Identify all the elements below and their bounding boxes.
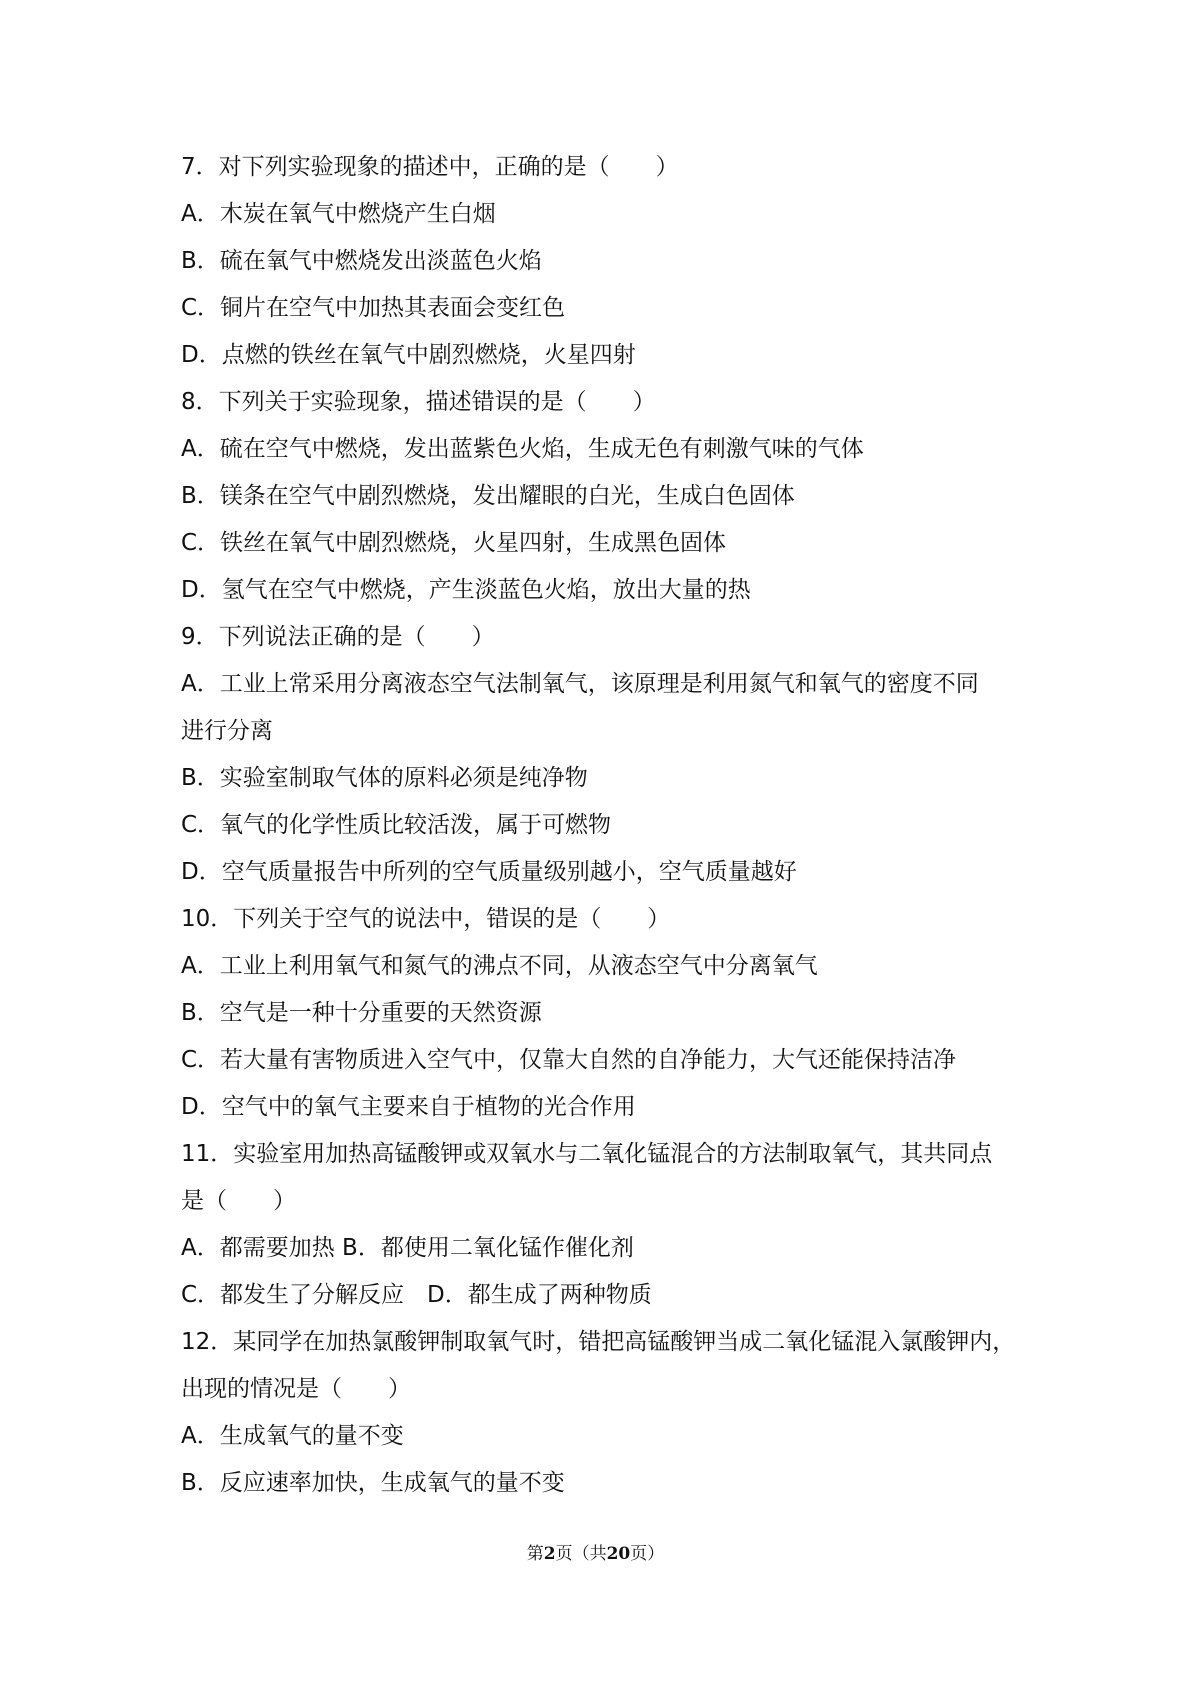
text-line: 出现的情况是（ ） xyxy=(181,1376,411,1402)
text-line: D．空气中的氧气主要来自于植物的光合作用 xyxy=(181,1094,636,1120)
text-line: A．工业上利用氧气和氮气的沸点不同，从液态空气中分离氧气 xyxy=(181,953,818,979)
text-line: A．木炭在氧气中燃烧产生白烟 xyxy=(181,201,496,227)
question-text xyxy=(181,144,1021,1507)
text-line: D．点燃的铁丝在氧气中剧烈燃烧，火星四射 xyxy=(181,342,636,368)
text-line: D．空气质量报告中所列的空气质量级别越小，空气质量越好 xyxy=(181,859,797,885)
total-pages-number: 20 xyxy=(606,1544,631,1564)
text-line: 8．下列关于实验现象，描述错误的是（ ） xyxy=(181,389,656,415)
text-line: C．铁丝在氧气中剧烈燃烧，火星四射，生成黑色固体 xyxy=(181,530,727,556)
text-line: B．硫在氧气中燃烧发出淡蓝色火焰 xyxy=(181,248,542,274)
text-line: 12．某同学在加热氯酸钾制取氧气时，错把高锰酸钾当成二氧化锰混入氯酸钾内， xyxy=(181,1329,1016,1355)
footer-prefix: 第 xyxy=(526,1544,544,1564)
text-line: 7．对下列实验现象的描述中，正确的是（ ） xyxy=(181,154,679,180)
text-line: A．工业上常采用分离液态空气法制氧气，该原理是利用氮气和氧气的密度不同 xyxy=(181,671,979,697)
text-line: A．生成氧气的量不变 xyxy=(181,1423,404,1449)
text-line: C．若大量有害物质进入空气中，仅靠大自然的自净能力，大气还能保持洁净 xyxy=(181,1047,957,1073)
text-line: B．镁条在空气中剧烈燃烧，发出耀眼的白光，生成白色固体 xyxy=(181,483,795,509)
footer-middle: 页（共 xyxy=(555,1544,607,1564)
text-line: D．氢气在空气中燃烧，产生淡蓝色火焰，放出大量的热 xyxy=(181,577,751,603)
current-page-number: 2 xyxy=(543,1544,556,1564)
text-line: A．硫在空气中燃烧，发出蓝紫色火焰，生成无色有刺激气味的气体 xyxy=(181,436,864,462)
text-line: A．都需要加热 B．都使用二氧化锰作催化剂 xyxy=(181,1235,634,1261)
text-line: C．氧气的化学性质比较活泼，属于可燃物 xyxy=(181,812,612,838)
text-line: B．空气是一种十分重要的天然资源 xyxy=(181,1000,542,1026)
text-line: 是（ ） xyxy=(181,1188,296,1214)
text-line: 9．下列说法正确的是（ ） xyxy=(181,624,495,650)
page-footer xyxy=(0,1539,1191,1564)
footer-suffix: 页） xyxy=(630,1544,665,1564)
text-line: B．实验室制取气体的原料必须是纯净物 xyxy=(181,765,588,791)
text-line: C．都发生了分解反应 D．都生成了两种物质 xyxy=(181,1282,652,1308)
text-line: C．铜片在空气中加热其表面会变红色 xyxy=(181,295,566,321)
text-line: 进行分离 xyxy=(181,718,273,744)
text-line: B．反应速率加快，生成氧气的量不变 xyxy=(181,1470,565,1496)
text-line: 11．实验室用加热高锰酸钾或双氧水与二氧化锰混合的方法制取氧气，其共同点 xyxy=(181,1141,993,1167)
text-line: 10．下列关于空气的说法中，错误的是（ ） xyxy=(181,906,671,932)
